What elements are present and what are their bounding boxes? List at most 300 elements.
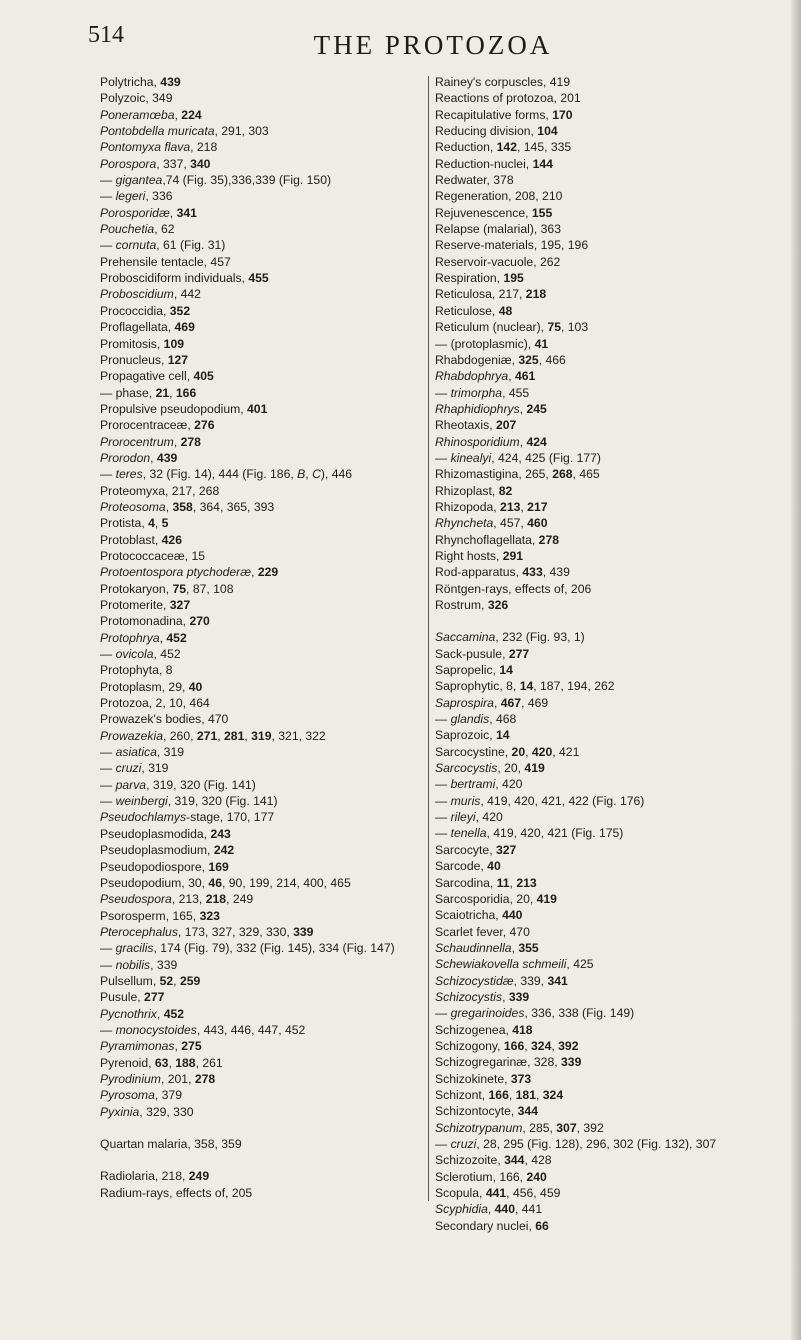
index-entry-text: Relapse (malarial), 363	[435, 222, 561, 237]
index-entry-text: , 466	[538, 352, 566, 367]
index-entry	[435, 711, 790, 727]
index-entry	[435, 205, 790, 221]
index-entry-text: parva	[115, 777, 147, 792]
index-entry-text: trimorpha	[450, 385, 503, 400]
index-entry-text: 324	[531, 1038, 552, 1053]
index-entry-text: cruzi	[115, 761, 142, 776]
index-entry-text: Pycnothrix	[100, 1006, 157, 1021]
index-entry-text: 325	[518, 352, 539, 367]
index-entry	[100, 385, 425, 401]
index-entry	[435, 842, 790, 858]
index-entry-text: Pontobdella muricata	[100, 124, 215, 139]
index-entry	[100, 859, 425, 875]
index-entry-text: 218	[205, 892, 227, 907]
index-entry-text: ,	[156, 1006, 164, 1021]
index-entry	[100, 891, 425, 907]
index-entry-text: Reticulosa, 217,	[435, 287, 526, 302]
index-entry-text: 270	[189, 614, 210, 629]
index-entry	[100, 1071, 425, 1087]
index-entry-text: Rostrum,	[435, 598, 488, 612]
index-entry-text: 20	[511, 744, 526, 759]
index-entry-text: 127	[167, 352, 189, 367]
page-number: 514	[88, 22, 124, 48]
index-entry	[435, 1087, 790, 1103]
index-entry-text: 170	[552, 107, 573, 122]
index-entry	[435, 760, 790, 776]
index-entry-text: , 337,	[156, 156, 191, 171]
index-entry-text: , 173, 327, 329, 330,	[177, 924, 294, 939]
index-entry-text: , 465	[572, 467, 600, 482]
index-entry-text: Sarcode,	[435, 859, 488, 874]
index-entry-text: 48	[498, 303, 513, 318]
index-entry-text: Porospora	[100, 156, 157, 171]
index-entry	[435, 564, 790, 580]
index-entry	[435, 1136, 790, 1152]
index-entry-text: 75	[172, 581, 187, 596]
index-entry-text: Redwater, 378	[435, 173, 514, 188]
index-entry-text: , 425	[566, 957, 594, 972]
index-entry-text: Scaiotricha,	[435, 908, 503, 923]
index-entry-text: glandis	[450, 712, 490, 727]
index-entry-text: , 321, 322	[271, 728, 326, 743]
index-entry-text: Poneramœba	[100, 107, 175, 122]
index-entry-text: ,	[173, 973, 180, 988]
index-entry-text: 460	[527, 516, 548, 531]
index-entry	[100, 1055, 425, 1071]
index-entry-text: , 213,	[171, 892, 206, 907]
index-entry-text: ,	[551, 1038, 559, 1053]
index-entry-text: , 261	[195, 1055, 223, 1070]
index-entry	[100, 809, 425, 825]
index-entry-text: 181	[515, 1087, 536, 1102]
index-entry	[435, 989, 790, 1005]
index-entry-text: —	[100, 238, 116, 253]
index-entry	[435, 74, 790, 90]
index-entry-text: nobilis	[115, 957, 151, 972]
index-entry	[435, 515, 790, 531]
index-entry-text: 433	[522, 565, 543, 580]
index-entry-text: 169	[208, 859, 229, 874]
index-entry-text: Röntgen-rays, effects of, 206	[435, 581, 592, 596]
index-entry-text: Sarcosporidia, 20,	[435, 891, 537, 906]
index-entry-text: , 443, 446, 447, 452	[196, 1022, 306, 1037]
index-entry	[435, 1120, 790, 1136]
index-entry-text: 224	[181, 107, 202, 122]
index-entry	[435, 1218, 790, 1234]
index-entry	[100, 728, 425, 744]
section-gap	[435, 613, 790, 629]
index-entry	[435, 385, 790, 401]
index-entry-text: ,	[169, 385, 176, 400]
index-entry-text: Pseudoplasmodium,	[100, 843, 214, 858]
index-entry-text: 426	[161, 532, 182, 547]
index-entry-text: —	[100, 957, 116, 972]
index-entry	[435, 417, 790, 433]
index-entry-text: , 364, 365, 393	[192, 499, 275, 514]
index-entry-text: 467	[500, 695, 522, 710]
index-entry-text: ,	[168, 1055, 176, 1070]
index-entry-text: ,	[519, 401, 527, 416]
index-entry-text: 341	[547, 973, 568, 988]
index-entry-text: , 339,	[513, 973, 548, 988]
index-entry	[435, 254, 790, 270]
index-entry-text: , 319, 320 (Fig. 141)	[146, 777, 256, 792]
index-entry-text: , 329, 330	[139, 1104, 194, 1119]
index-entry-text: Prowazekia	[100, 728, 163, 743]
index-entry	[435, 1038, 790, 1054]
index-entry	[100, 515, 425, 531]
index-entry-text: 419	[536, 891, 557, 906]
index-entry	[100, 90, 425, 106]
index-entry-text: Protoentospora ptychoderæ	[100, 565, 252, 580]
index-entry-text: 344	[517, 1104, 538, 1119]
index-entry	[435, 237, 790, 253]
index-entry-text: Reservoir-vacuole, 262	[435, 254, 561, 269]
index-entry-text: asiatica	[115, 745, 157, 760]
index-entry-text: Reduction,	[435, 140, 497, 155]
index-entry	[100, 695, 425, 711]
index-entry-text: Saprophytic, 8,	[435, 679, 520, 694]
index-entry-text: Saprozoic,	[435, 728, 496, 743]
index-entry	[100, 581, 425, 597]
index-entry	[435, 270, 790, 286]
index-entry	[100, 1168, 425, 1184]
index-entry-text: gracilis	[115, 941, 154, 956]
index-entry	[100, 1087, 425, 1103]
index-entry-text: ,	[493, 695, 501, 710]
index-entry	[435, 90, 790, 106]
index-entry-text: —	[100, 761, 116, 776]
index-entry	[100, 188, 425, 204]
index-entry-text: cruzi	[450, 1137, 477, 1151]
index-entry-text: 307	[556, 1120, 577, 1135]
index-entry-text: 277	[508, 646, 530, 661]
index-entry-text: Scopula,	[435, 1186, 486, 1201]
index-entry-text: Rhyncheta	[435, 516, 494, 531]
index-entry	[100, 368, 425, 384]
index-entry	[100, 777, 425, 793]
index-entry-text: Promitosis,	[100, 336, 164, 351]
index-entry-text: , 87, 108	[186, 581, 234, 596]
index-entry-text: Rhizoplast,	[435, 483, 499, 498]
index-entry-text: Pseudospora	[100, 892, 172, 907]
index-entry-text: , 319	[156, 745, 185, 760]
index-entry-text: 281	[224, 728, 245, 743]
index-entry-text: ), 446	[320, 467, 353, 482]
index-entry-text: , 336	[145, 189, 173, 204]
index-entry	[100, 613, 425, 629]
index-entry	[435, 825, 790, 841]
index-entry-text: Pyrosoma	[100, 1088, 155, 1103]
index-entry-text: Protophrya	[100, 630, 160, 645]
index-entry-text: , 456, 459	[506, 1186, 561, 1201]
index-entry-text: Protozoa, 2, 10, 464	[100, 696, 210, 711]
index-entry-text: — phase,	[100, 385, 156, 400]
index-entry-text: Protomonadina,	[100, 614, 190, 629]
index-entry	[435, 858, 790, 874]
index-entry-text: 14	[495, 728, 510, 743]
index-column-right	[435, 74, 790, 1234]
index-entry-text: 142	[496, 140, 517, 155]
index-entry-text: Rhabdogeniæ,	[435, 352, 519, 367]
index-entry	[100, 107, 425, 123]
index-entry	[100, 1136, 425, 1152]
index-entry-text: , 90, 199, 214, 400, 465	[221, 875, 351, 890]
index-entry-text: —	[100, 1022, 116, 1037]
index-entry-text: ,	[217, 728, 225, 743]
index-entry-text: Rainey's corpuscles, 419	[435, 75, 571, 89]
index-entry-text: Reactions of protozoa, 201	[435, 91, 581, 106]
index-entry	[100, 336, 425, 352]
index-entry	[435, 1169, 790, 1185]
index-entry-text: legeri	[115, 189, 146, 204]
index-entry-text: , 218	[190, 140, 218, 155]
index-entry-text: Sapropelic,	[435, 663, 500, 678]
index-entry-text: teres	[115, 467, 143, 482]
index-entry-text: , 421	[552, 744, 580, 759]
index-entry	[435, 188, 790, 204]
index-entry-text: , 452	[153, 647, 181, 662]
index-entry-text: Proboscidium	[100, 287, 174, 302]
index-entry-text: 213	[500, 499, 521, 514]
index-entry	[100, 548, 425, 564]
index-entry	[435, 156, 790, 172]
index-entry	[435, 597, 790, 613]
index-entry-text: —	[435, 1006, 451, 1021]
index-entry-text: ,	[150, 450, 157, 465]
index-entry-text: —	[100, 467, 116, 482]
index-entry	[435, 107, 790, 123]
index-entry-text: Right hosts,	[435, 548, 503, 563]
index-entry-text: ,	[244, 728, 252, 743]
index-entry-text: , 249	[226, 892, 254, 907]
index-entry	[100, 826, 425, 842]
index-entry-text: 339	[561, 1055, 582, 1070]
index-entry	[100, 319, 425, 335]
index-entry-text: Recapitulative forms,	[435, 107, 553, 122]
index-entry-text: C	[312, 467, 321, 482]
index-entry-text: Sack-pusule,	[435, 646, 509, 661]
index-entry-text: 213	[516, 875, 537, 890]
index-entry	[100, 793, 425, 809]
index-entry-text: Rhynchoflagellata,	[435, 532, 539, 547]
index-entry-text: 21	[155, 385, 170, 400]
index-entry-text: ,	[536, 1087, 543, 1102]
index-entry	[435, 924, 790, 940]
index-entry	[435, 646, 790, 662]
index-entry-text: , 339	[150, 957, 178, 972]
index-entry-text: Radiolaria, 218,	[100, 1169, 189, 1184]
index-entry-text: , 103	[561, 320, 589, 335]
index-entry-text: ,	[509, 875, 517, 890]
index-entry	[435, 940, 790, 956]
index-entry-text: ,	[508, 369, 515, 384]
index-entry	[100, 760, 425, 776]
index-entry-text: Pseudoplasmodida,	[100, 826, 211, 841]
index-entry-text: 401	[247, 401, 268, 416]
index-entry	[435, 139, 790, 155]
index-entry-text: 40	[188, 679, 203, 694]
index-entry	[435, 1005, 790, 1021]
index-entry-text: 420	[531, 744, 553, 759]
index-entry-text: 14	[519, 679, 534, 694]
index-entry	[435, 336, 790, 352]
index-entry-text: , 424, 425 (Fig. 177)	[491, 450, 601, 465]
index-entry	[100, 908, 425, 924]
index-entry-text: 217	[527, 499, 548, 514]
index-entry-text: Rhizopoda,	[435, 499, 501, 514]
index-entry-text: Pseudopodium, 30,	[100, 875, 209, 890]
index-entry-text: muris	[450, 793, 481, 808]
index-entry-text: , 20,	[497, 761, 525, 776]
index-entry-text: , 455	[502, 385, 530, 400]
index-entry	[435, 1022, 790, 1038]
index-entry	[100, 597, 425, 613]
index-entry-text: , 201,	[160, 1071, 195, 1086]
index-entry-text: Pulsellum,	[100, 973, 160, 988]
index-entry-text: 195	[503, 271, 524, 286]
index-entry-text: Sarcocystine,	[435, 744, 512, 759]
index-entry	[435, 172, 790, 188]
index-entry-text: Sarcocyte,	[435, 842, 496, 857]
index-entry-text: Scyphidia	[435, 1202, 488, 1217]
index-entry	[100, 940, 425, 956]
index-entry	[100, 924, 425, 940]
index-entry-text: Schizontocyte,	[435, 1104, 518, 1119]
index-entry-text: 75	[547, 320, 561, 335]
index-entry-text: 452	[166, 630, 187, 645]
section-gap	[100, 1120, 425, 1136]
index-entry-text: Schizozoite,	[435, 1153, 505, 1168]
index-entry-text: Polytricha,	[100, 75, 161, 89]
index-entry-text: 278	[194, 1071, 216, 1086]
index-entry-text: , 145, 335	[517, 140, 572, 155]
index-entry-text: , 174 (Fig. 79), 332 (Fig. 145), 334 (Fig. 147)	[153, 941, 395, 956]
index-entry-text: Pyxinia	[100, 1104, 140, 1119]
index-entry-text: ,	[165, 499, 173, 514]
index-entry-text: 104	[537, 124, 558, 139]
index-entry	[435, 695, 790, 711]
index-entry-text: 327	[495, 842, 517, 857]
index-entry-text: weinbergi	[115, 794, 168, 809]
index-entry-text: 166	[488, 1087, 509, 1102]
index-entry-text: —	[435, 777, 451, 792]
index-entry	[100, 646, 425, 662]
index-entry	[100, 237, 425, 253]
index-entry	[435, 776, 790, 792]
index-entry	[435, 891, 790, 907]
index-entry	[100, 303, 425, 319]
index-entry-text: —	[100, 941, 116, 956]
index-entry-text: 392	[558, 1038, 579, 1053]
index-entry-text: Pusule,	[100, 990, 145, 1005]
index-entry	[435, 532, 790, 548]
index-entry-text: Sclerotium, 166,	[435, 1169, 527, 1184]
index-entry-text: Protokaryon,	[100, 581, 173, 596]
index-entry	[100, 499, 425, 515]
index-entry-text: 461	[514, 369, 536, 384]
index-entry-text: 440	[502, 908, 523, 923]
index-entry-text: 271	[196, 728, 218, 743]
index-entry-text: , 419, 420, 421, 422 (Fig. 176)	[480, 793, 645, 808]
index-entry-text: Pontomyxa flava	[100, 140, 191, 155]
index-entry-text: 424	[526, 434, 547, 449]
index-entry-text: Pyrenoid,	[100, 1055, 155, 1070]
index-entry-text: 455	[248, 271, 269, 286]
index-entry	[435, 956, 790, 972]
index-entry	[435, 973, 790, 989]
index-entry-text: , 442	[173, 287, 201, 302]
index-entry-text: 66	[535, 1218, 549, 1233]
index-entry-text: , 441	[514, 1202, 543, 1217]
index-entry-text: -stage, 170, 177	[186, 810, 275, 825]
index-entry-text: Scarlet fever, 470	[435, 924, 530, 939]
index-entry-text: Pterocephalus	[100, 924, 178, 939]
index-entry-text: ,	[174, 107, 182, 122]
index-entry	[100, 989, 425, 1005]
index-entry	[100, 172, 425, 188]
index-entry-text: , 62	[154, 222, 175, 237]
index-entry-text: Proteomyxa, 217, 268	[100, 483, 220, 498]
index-entry-text: , 260,	[163, 728, 197, 743]
index-entry	[435, 1054, 790, 1070]
index-entry-text: 319	[251, 728, 272, 743]
index-entry	[100, 450, 425, 466]
index-entry	[435, 875, 790, 891]
index-entry	[100, 74, 425, 90]
index-entry-text: Schizokinete,	[435, 1071, 511, 1086]
index-entry-text: 249	[188, 1169, 210, 1184]
index-entry-text: , 420	[475, 810, 503, 825]
index-entry-text: 14	[499, 663, 513, 678]
index-entry	[100, 156, 425, 172]
index-entry-text: gigantea	[115, 173, 163, 188]
index-entry-text: 277	[144, 990, 165, 1005]
index-entry-text: Proteosoma	[100, 499, 166, 514]
index-entry-text: —	[100, 189, 116, 204]
index-entry-text: 418	[512, 1022, 533, 1037]
index-entry-text: Prowazek's bodies, 470	[100, 712, 229, 727]
index-entry-text: , 419, 420, 421 (Fig. 175)	[486, 826, 624, 841]
index-entry-text: Porosporidæ	[100, 205, 170, 220]
index-entry-text: ,	[525, 744, 532, 759]
index-entry-text: Protococcaceæ, 15	[100, 548, 206, 563]
index-entry-text: Prorodon	[100, 450, 151, 465]
index-entry-text: 340	[190, 156, 211, 171]
index-entry	[100, 842, 425, 858]
index-entry-text: Psorosperm, 165,	[100, 908, 200, 923]
index-entry-text: 278	[538, 532, 560, 547]
index-entry	[100, 1022, 425, 1038]
index-entry-text: —	[435, 826, 451, 841]
index-entry-text: , 392	[576, 1120, 604, 1135]
index-entry	[435, 1103, 790, 1119]
index-entry-text: Reserve-materials, 195, 196	[435, 238, 589, 253]
index-entry	[435, 1152, 790, 1168]
index-entry-text: Secondary nuclei,	[435, 1218, 536, 1233]
section-gap	[100, 1152, 425, 1168]
index-entry	[435, 793, 790, 809]
index-entry-text: ,	[520, 499, 528, 514]
index-entry-text: Schizocystis	[435, 989, 503, 1004]
index-entry	[100, 270, 425, 286]
index-entry	[435, 303, 790, 319]
index-entry	[100, 352, 425, 368]
index-entry-text: 243	[210, 826, 231, 841]
index-entry-text: Reduction-nuclei,	[435, 156, 533, 171]
index-entry-text: gregarinoides	[450, 1006, 525, 1021]
index-entry-text: 11	[496, 875, 510, 890]
